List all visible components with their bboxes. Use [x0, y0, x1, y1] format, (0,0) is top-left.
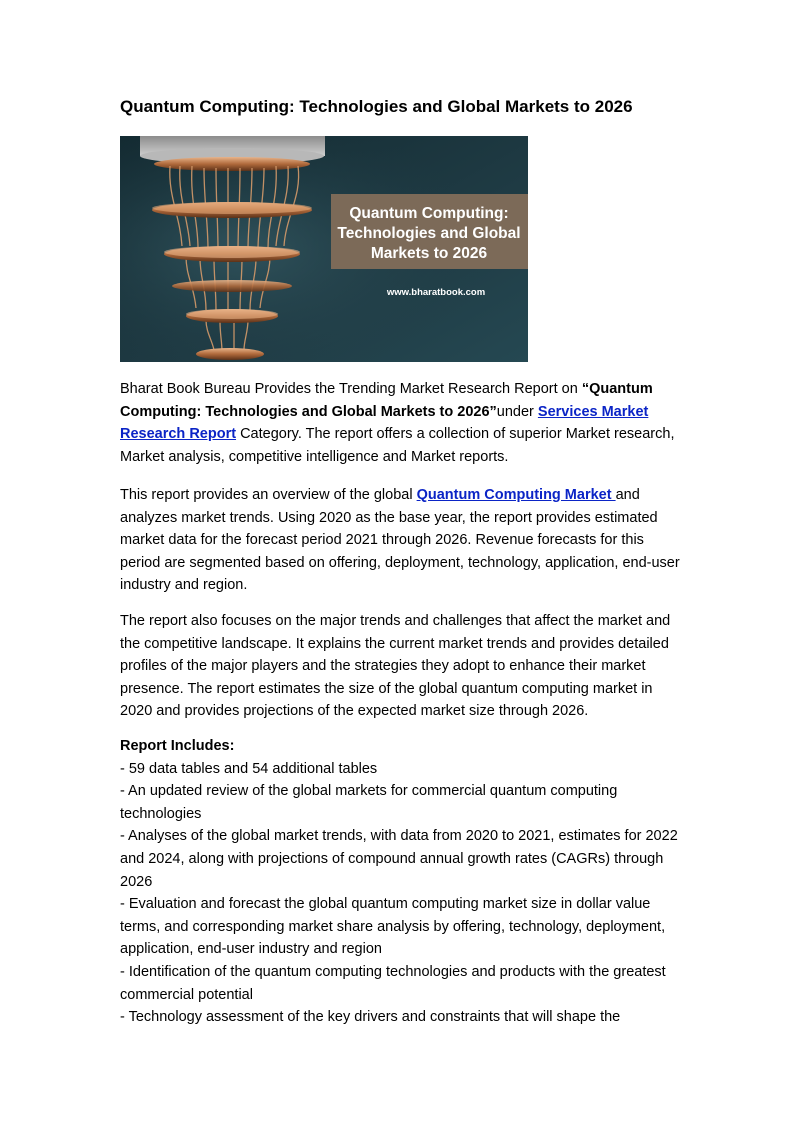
hero-image	[120, 136, 528, 362]
list-item: - Evaluation and forecast the global quantum computing market size in dollar value terms, and corresponding market share analysis by offering, technology, deployment, application, end-user industry and region	[120, 896, 666, 958]
intro-under: under	[496, 403, 538, 420]
overview-text: This report provides an overview of the global	[120, 487, 417, 503]
overview-paragraph	[120, 484, 688, 597]
intro-text: Bharat Book Bureau Provides the Trending Market Research Report on	[120, 381, 582, 397]
intro-report-title: “Quantum Computing: Technologies and Global Markets to 2026”	[120, 381, 653, 420]
list-item: - Identification of the quantum computing technologies and products with the greatest commercial potential	[120, 963, 666, 1003]
list-item: - Technology assessment of the key drivers and constraints that will shape the	[120, 1009, 621, 1026]
hero-site-url: www.bharatbook.com	[386, 287, 486, 298]
overview-rest: and analyzes market trends. Using 2020 as the base year, the report provides estimated market data for the forecast period 2021 through 2026. Revenue forecasts for this period are segmented based on offering, deployment, technology, application, end-user industry and region.	[120, 487, 680, 594]
report-includes-section	[120, 735, 688, 1029]
list-item: - An updated review of the global markets for commercial quantum computing technologies	[120, 783, 618, 822]
quantum-computer-illustration	[120, 136, 528, 362]
page-title: Quantum Computing: Technologies and Global Markets to 2026	[120, 97, 633, 116]
quantum-computing-market-link[interactable]: Quantum Computing Market	[416, 487, 616, 503]
focus-paragraph: The report also focuses on the major trends and challenges that affect the market and the competitive landscape. It explains the current market trends and provides detailed profiles of the major players and the strategies they adopt to enhance their market presence. The report estimates the size of the global quantum computing market in 2020 and provides projections of the expected market size through 2026.	[120, 613, 671, 720]
hero-heading-line3: Markets to 2026	[370, 245, 488, 262]
intro-rest: Category. The report offers a collection of superior Market research, Market analysis, competitive intelligence and Market reports.	[120, 426, 675, 465]
hero-heading-line2: Technologies and Global	[337, 225, 521, 242]
services-market-research-report-link[interactable]: Services Market Research Report	[120, 403, 649, 443]
report-includes-heading: Report Includes:	[120, 738, 235, 754]
hero-heading-line1: Quantum Computing:	[349, 205, 509, 222]
list-item: - 59 data tables and 54 additional tables	[120, 760, 378, 777]
intro-paragraph	[120, 378, 688, 468]
list-item: - Analyses of the global market trends, with data from 2020 to 2021, estimates for 2022 and 2024, along with projections of compound annual growth rates (CAGRs) through 2026	[120, 828, 678, 890]
